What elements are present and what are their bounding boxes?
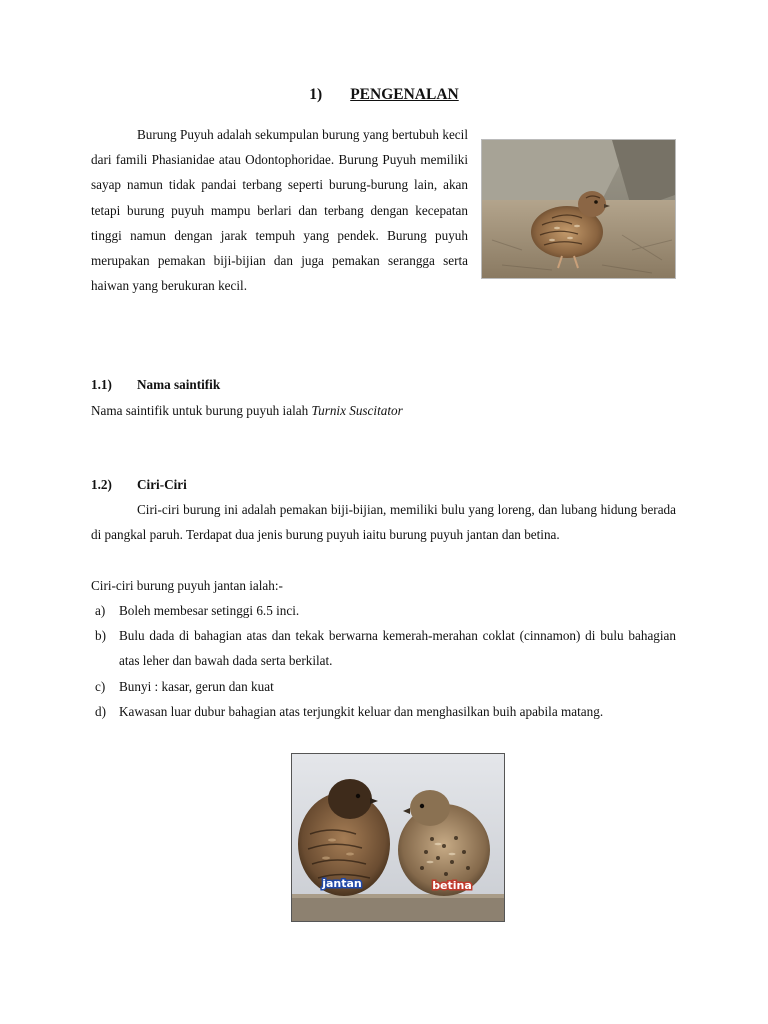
female-label: betina xyxy=(432,879,472,892)
scientific-name: Turnix Suscitator xyxy=(311,403,403,418)
title-number: 1) xyxy=(309,86,323,103)
list-item xyxy=(91,674,676,699)
list-marker: d) xyxy=(95,703,106,719)
list-item-text: Boleh membesar setinggi 6.5 inci. xyxy=(119,603,300,618)
list-item xyxy=(91,598,676,623)
quail-pair-photo xyxy=(291,753,505,922)
section-1-2-title: Ciri-Ciri xyxy=(137,477,187,492)
section-1-2-number: 1.2) xyxy=(91,477,112,492)
features-paragraph: Ciri-ciri burung ini adalah pemakan biji-bijian, memiliki bulu yang loreng, dan lubang hidung berada di pangkal paruh. Terdapat dua jenis burung puyuh iaitu burung puyuh jantan dan betina. xyxy=(91,502,676,543)
list-item xyxy=(91,699,676,724)
male-label: jantan xyxy=(322,877,362,890)
title-text: PENGENALAN xyxy=(350,86,459,103)
scientific-name-text: Nama saintifik untuk burung puyuh ialah xyxy=(91,403,312,418)
list-marker: c) xyxy=(95,678,106,694)
page-title xyxy=(0,86,768,104)
male-features-intro: Ciri-ciri burung puyuh jantan ialah:- xyxy=(91,578,283,593)
section-1-1-heading xyxy=(91,377,220,393)
list-item-text: Bulu dada di bahagian atas dan tekak berwarna kemerah-merahan coklat (cinnamon) di bulu bahagian atas leher dan bawah dada serta berkilat. xyxy=(119,628,676,669)
scientific-name-paragraph xyxy=(91,398,676,423)
intro-paragraph: Burung Puyuh adalah sekumpulan burung yang bertubuh kecil dari famili Phasianidae atau Odontophoridae. Burung Puyuh memiliki sayap namun tidak pandai terbang seperti burung-burung lain, akan tetapi burung puyuh mampu berlari dan terbang dengan kecepatan tinggi namun dengan jarak tempuh yang pendek. Burung puyuh merupakan pemakan biji-bijian dan juga pemakan serangga serta haiwan yang berukuran kecil. xyxy=(91,127,468,294)
list-marker: a) xyxy=(95,603,106,618)
list-marker: b) xyxy=(95,628,106,644)
section-1-2-heading xyxy=(91,477,187,493)
quail-photo xyxy=(481,139,676,279)
list-item-text: Bunyi : kasar, gerun dan kuat xyxy=(119,678,274,694)
list-item xyxy=(91,623,676,673)
section-1-1-number: 1.1) xyxy=(91,377,112,392)
section-1-1-title: Nama saintifik xyxy=(137,377,221,392)
list-item-text: Kawasan luar dubur bahagian atas terjungkit keluar dan menghasilkan buih apabila matang. xyxy=(119,703,604,719)
male-features-list xyxy=(91,598,676,724)
